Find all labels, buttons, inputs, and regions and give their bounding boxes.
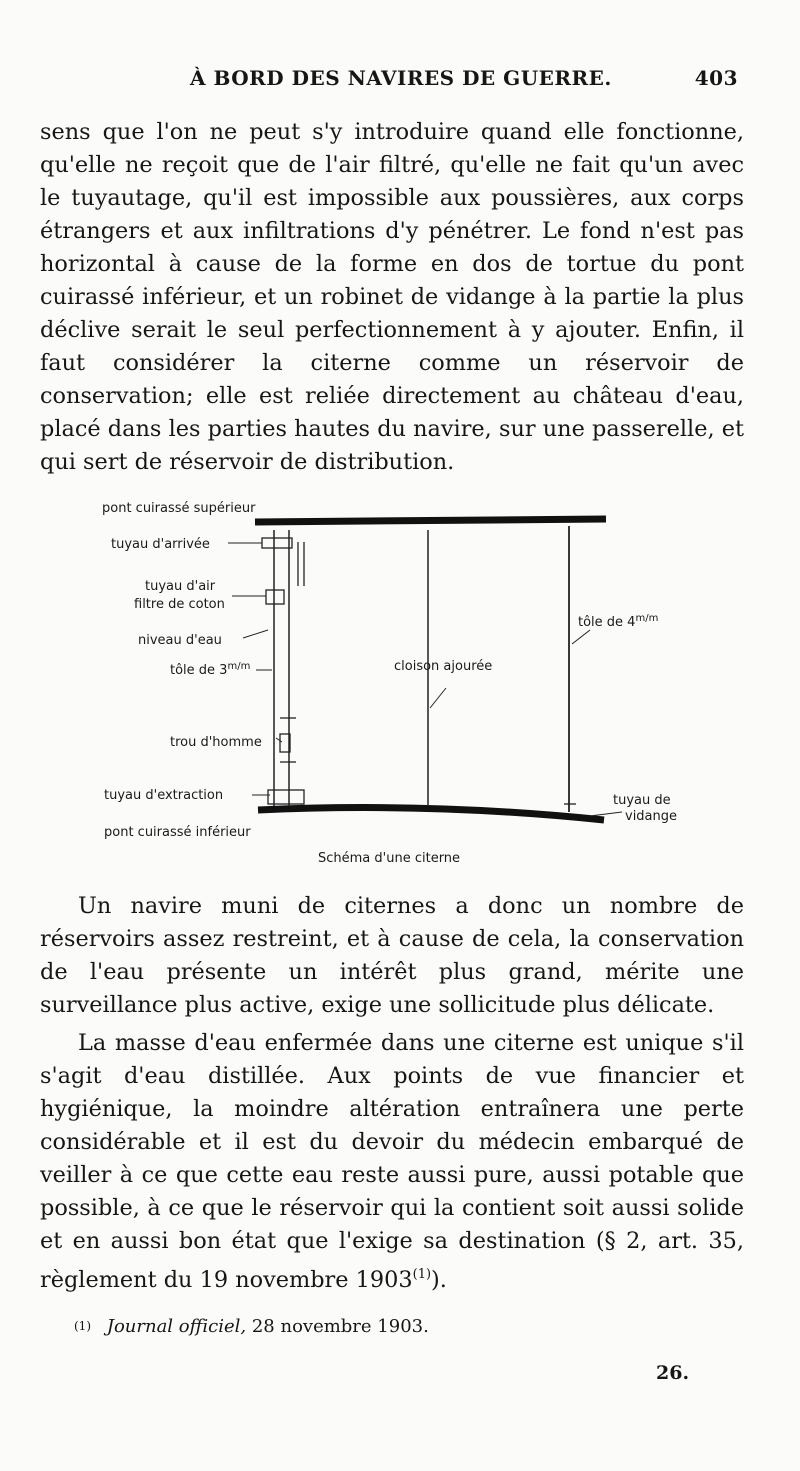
label-vidange-2: vidange xyxy=(625,809,678,824)
paragraph-3-end: ). xyxy=(431,1267,447,1293)
label-cloison: cloison ajourée xyxy=(394,659,493,674)
paragraph-3-text: La masse d'eau enfermée dans une citerne est unique s'il s'agit d'eau distillée. Aux points de vue financier et hygiénique, la moindre altération entraînera une perte considérable et il est du devoir du médecin embarqué de veiller à ce que cette eau reste aussi pure, aussi potable que possible, à ce que le réservoir qui la contient soit aussi solide et en aussi bon état que l'exige sa destination (§ 2, art. 35, règlement du 19 novembre 1903 xyxy=(40,1030,744,1293)
label-filtre: filtre de coton xyxy=(134,597,225,612)
lower-deck-line xyxy=(258,808,604,820)
label-tuyau-arrivee: tuyau d'arrivée xyxy=(111,537,210,552)
label-tole3: tôle de $3^{m/m}$ xyxy=(170,661,251,678)
label-tuyau-extraction: tuyau d'extraction xyxy=(104,788,224,803)
page-number: 403 xyxy=(694,66,738,90)
figure-caption: Schéma d'une citerne xyxy=(318,851,461,866)
footnote-date: 28 novembre 1903. xyxy=(251,1316,429,1337)
signature-mark: 26. xyxy=(656,1362,690,1384)
label-niveau: niveau d'eau xyxy=(138,633,222,648)
label-pont-inf: pont cuirassé inférieur xyxy=(104,825,251,840)
label-tole4: tôle de $4^{m/m}$ xyxy=(578,613,659,630)
footnote xyxy=(74,1316,429,1337)
cistern-diagram xyxy=(0,490,800,870)
label-vidange-1: tuyau de xyxy=(613,793,671,808)
paragraph-2: Un navire muni de citernes a donc un nombre de réservoirs assez restreint, et à cause de cela, la conservation de l'eau présente un intérêt plus grand, mérite une surveillance plus active, exige une sollicitude plus délicate. xyxy=(40,893,744,1018)
footnote-title: Journal officiel, xyxy=(106,1316,247,1337)
label-trou-homme: trou d'homme xyxy=(170,735,262,750)
label-pont-sup: pont cuirassé supérieur xyxy=(102,501,256,516)
footnote-marker: (1) xyxy=(74,1319,91,1333)
paragraph-3 xyxy=(40,1027,744,1297)
label-tuyau-air: tuyau d'air xyxy=(145,579,216,594)
running-title: À BORD DES NAVIRES DE GUERRE. xyxy=(190,66,612,90)
footnote-reference: (1) xyxy=(412,1267,432,1282)
paragraph-1: sens que l'on ne peut s'y introduire quand elle fonctionne, qu'elle ne reçoit que de l'air filtré, qu'elle ne fait qu'un avec le tuyautage, qu'il est impossible aux poussières, aux corps étrangers et aux infiltrations d'y pénétrer. Le fond n'est pas horizontal à cause de la forme en dos de tortue du pont cuirassé inférieur, et un robinet de vidange à la partie la plus déclive serait le seul perfectionnement à y ajouter. Enfin, il faut considérer la citerne comme un réservoir de conservation; elle est reliée directement au château d'eau, placé dans les parties hautes du navire, sur une passerelle, et qui sert de réservoir de distribution. xyxy=(40,119,744,475)
upper-deck-line xyxy=(255,519,606,522)
cistern-schematic xyxy=(0,490,800,870)
